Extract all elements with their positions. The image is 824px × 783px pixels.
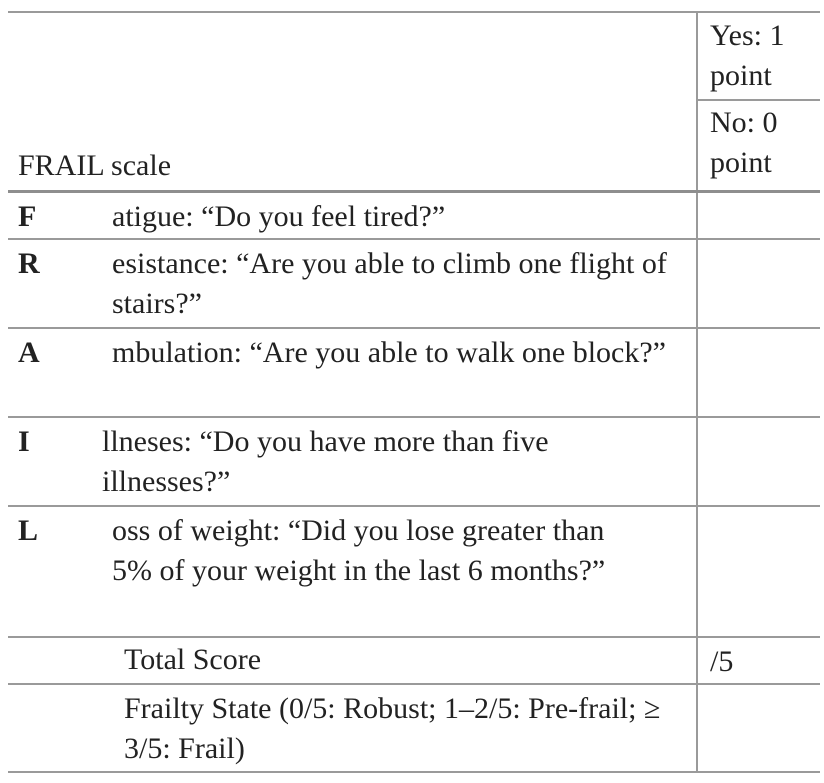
total-value-cell bbox=[696, 638, 820, 683]
header-title-cell bbox=[8, 13, 696, 190]
item-cell bbox=[8, 418, 696, 505]
frailty-state-row bbox=[8, 685, 820, 773]
item-letter: I bbox=[18, 425, 30, 458]
score-cell bbox=[696, 507, 820, 636]
item-letter: A bbox=[18, 336, 40, 369]
item-text: llneses: “Do you have more than five illnesses?” bbox=[102, 425, 549, 498]
table-header-row bbox=[8, 11, 820, 193]
score-cell bbox=[696, 193, 820, 238]
yes-points-label: Yes: 1 point bbox=[710, 19, 785, 92]
item-text: oss of weight: “Did you lose greater than 5% of your weight in the last 6 months?” bbox=[112, 514, 606, 587]
table-row bbox=[8, 240, 820, 329]
total-score-label: Total Score bbox=[124, 643, 262, 676]
table-row bbox=[8, 193, 820, 240]
item-cell bbox=[8, 507, 696, 636]
item-letter: F bbox=[18, 200, 37, 233]
score-cell bbox=[696, 418, 820, 505]
frailty-value-cell bbox=[696, 685, 820, 771]
item-text: esistance: “Are you able to climb one flight of stairs?” bbox=[112, 247, 667, 320]
total-label-cell bbox=[8, 638, 696, 683]
item-cell bbox=[8, 193, 696, 238]
score-cell bbox=[696, 240, 820, 327]
item-text: mbulation: “Are you able to walk one block?” bbox=[112, 336, 666, 369]
table-title: FRAIL scale bbox=[18, 149, 172, 182]
item-letter: L bbox=[18, 514, 39, 547]
no-points-cell bbox=[698, 101, 820, 190]
no-points-label: No: 0 point bbox=[710, 106, 778, 179]
total-score-value: /5 bbox=[710, 645, 734, 678]
total-score-row bbox=[8, 638, 820, 685]
item-cell bbox=[8, 240, 696, 327]
table-row bbox=[8, 329, 820, 418]
frailty-label-cell bbox=[8, 685, 696, 771]
frailty-state-label: Frailty State (0/5: Robust; 1–2/5: Pre-frail; ≥ 3/5: Frail) bbox=[124, 692, 661, 765]
item-letter: R bbox=[18, 247, 40, 280]
header-points-cell bbox=[696, 13, 820, 190]
item-text: atigue: “Do you feel tired?” bbox=[112, 200, 446, 233]
table-row bbox=[8, 418, 820, 507]
item-cell bbox=[8, 329, 696, 416]
frail-scale-table bbox=[8, 11, 820, 773]
yes-points-cell bbox=[698, 13, 820, 101]
score-cell bbox=[696, 329, 820, 416]
table-row bbox=[8, 507, 820, 638]
